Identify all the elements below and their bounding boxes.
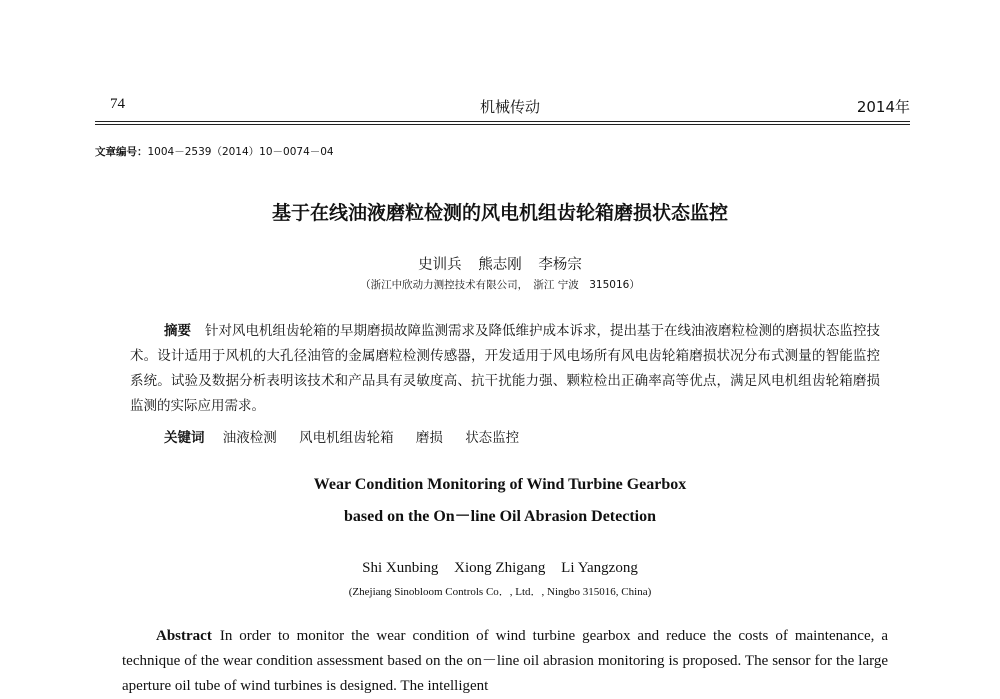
article-number xyxy=(95,144,334,159)
en-abstract-label: Abstract xyxy=(156,628,212,644)
cn-keywords-label: 关键词 xyxy=(164,430,205,446)
en-author: Xiong Zhigang xyxy=(454,560,546,576)
cn-affiliation: （浙江中欣动力测控技术有限公司， 浙江 宁波 315016） xyxy=(360,279,640,291)
cn-authors xyxy=(0,253,1000,274)
cn-author: 熊志刚 xyxy=(478,257,522,273)
page-number: 74 xyxy=(110,96,125,112)
running-header xyxy=(110,96,910,118)
cn-title: 基于在线油液磨粒检测的风电机组齿轮箱磨损状态监控 xyxy=(271,202,728,224)
en-abstract xyxy=(122,624,888,699)
cn-abstract-text: 针对风电机组齿轮箱的早期磨损故障监测需求及降低维护成本诉求，提出基于在线油液磨粒检测的磨损状态监控技术。设计适用于风机的大孔径油管的金属磨粒检测传感器，开发适用于风电场所有风电齿轮箱磨损状况分布式测量的智能监控系统。试验及数据分析表明该技术和产品具有灵敏度高、抗干扰能力强、颗粒检出正确率高等优点，满足风电机组齿轮箱磨损监测的实际应用需求。 xyxy=(130,323,880,414)
cn-keyword: 状态监控 xyxy=(465,430,520,446)
publication-year: 2014年 xyxy=(856,98,910,116)
en-authors xyxy=(0,560,1000,577)
en-title-line-1: Wear Condition Monitoring of Wind Turbine Gearbox xyxy=(313,476,687,493)
journal-name: 机械传动 xyxy=(479,98,540,116)
cn-abstract-label: 摘要 xyxy=(164,323,191,339)
article-number-value: 1004－2539（2014）10－0074－04 xyxy=(147,146,334,158)
article-number-label: 文章编号： xyxy=(95,146,148,158)
cn-abstract xyxy=(130,319,880,419)
header-rule-top xyxy=(95,121,910,122)
cn-keyword: 磨损 xyxy=(415,430,443,446)
cn-author: 史训兵 xyxy=(418,257,462,273)
en-abstract-text: In order to monitor the wear condition of wind turbine gearbox and reduce the costs of maintenance, a technique of the wear condition assessment based on the on－line oil abrasion monitoring is proposed. The sensor for the large aperture oil tube of wind turbines is designed. The intelligent xyxy=(122,628,888,694)
cn-author: 李杨宗 xyxy=(538,257,582,273)
cn-keyword: 风电机组齿轮箱 xyxy=(299,430,394,446)
en-title-line-2: based on the On－line Oil Abrasion Detection xyxy=(343,508,657,525)
cn-keywords xyxy=(164,426,537,446)
header-rule-bottom xyxy=(95,124,910,125)
en-affiliation: (Zhejiang Sinobloom Controls Co．, Ltd．, Ningbo 315016, China) xyxy=(348,586,652,598)
cn-keyword: 油液检测 xyxy=(222,430,277,446)
en-author: Li Yangzong xyxy=(561,560,638,576)
en-author: Shi Xunbing xyxy=(362,560,439,576)
